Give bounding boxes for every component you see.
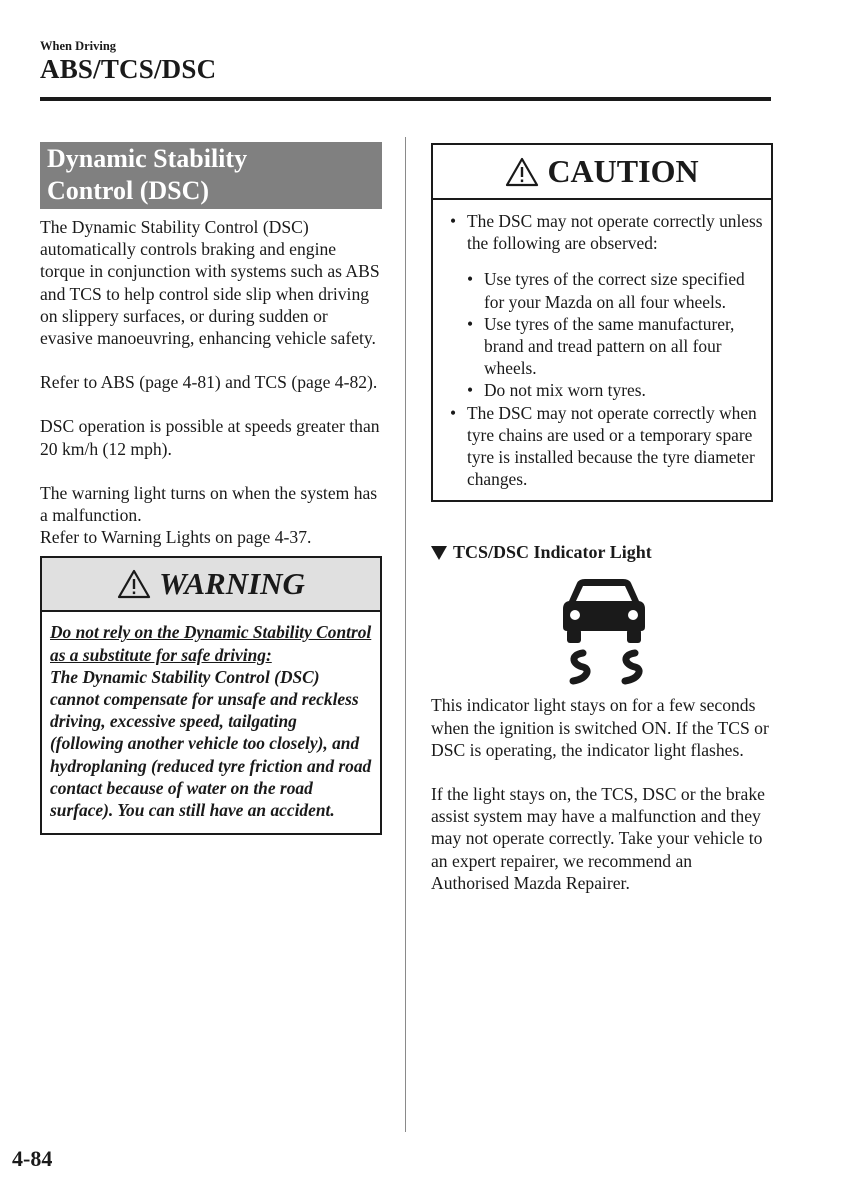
warning-triangle-icon <box>117 569 151 599</box>
indicator-description: This indicator light stays on for a few seconds when the ignition is switched ON. If the TCS or DSC is operating, the indicator light flashes. <box>431 695 769 760</box>
warning-text: The Dynamic Stability Control (DSC) cannot compensate for unsafe and reckless driving, excessive speed, tailgating (following another vehicle too closely), and hydroplaning (reduced tyre friction and road contact because of water on the road surface). You can still have an accident. <box>50 666 372 821</box>
bullet-dot: • <box>467 313 474 334</box>
warning-lights-reference: Refer to Warning Lights on page 4-37. <box>40 527 312 548</box>
warning-body <box>42 612 380 833</box>
section-heading-line2: Control (DSC) <box>47 176 210 205</box>
indicator-heading-text: TCS/DSC Indicator Light <box>453 542 652 563</box>
right-column <box>431 143 773 894</box>
section-heading-dsc <box>40 142 382 209</box>
warning-header <box>42 558 380 612</box>
caution-item-1-text: The DSC may not operate correctly unless the following are observed: <box>467 211 763 254</box>
dsc-description: The Dynamic Stability Control (DSC) automatically controls braking and engine torque in conjunction with systems such as ABS and TCS to help control side slip when driving on slippery surfaces, or during sudden or evasive manoeuvring, enhancing vehicle safety. <box>40 217 380 349</box>
indicator-malfunction-note: If the light stays on, the TCS, DSC or the brake assist system may have a malfunction and they may not operate correctly. Take your vehicle to an expert repairer, we recommend an Authorised Mazda Repairer. <box>431 784 765 893</box>
abs-tcs-reference: Refer to ABS (page 4-81) and TCS (page 4-82). <box>40 372 378 393</box>
caution-subitem-2 <box>447 313 763 380</box>
page-title: ABS/TCS/DSC <box>40 54 217 84</box>
bullet-dot: • <box>467 269 474 290</box>
bullet-dot: • <box>467 380 474 401</box>
caution-item-2 <box>447 402 763 491</box>
dsc-speed-note: DSC operation is possible at speeds greater than 20 km/h (12 mph). <box>40 416 380 459</box>
caution-item-1 <box>447 210 763 254</box>
caution-subitem-2-text: Use tyres of the same manufacturer, brand and tread pattern on all four wheels. <box>484 313 735 379</box>
caution-triangle-icon <box>505 157 539 187</box>
warning-underlined-text: Do not rely on the Dynamic Stability Control as a substitute for safe driving: <box>50 622 372 665</box>
section-heading-line1: Dynamic Stability <box>47 144 248 173</box>
header-rule <box>40 97 771 101</box>
page-number: 4-84 <box>12 1146 53 1171</box>
down-triangle-icon <box>431 546 447 560</box>
bullet-dot: • <box>450 211 457 231</box>
caution-subitem-1 <box>447 268 763 312</box>
caution-title: CAUTION <box>547 153 699 189</box>
caution-subitem-1-text: Use tyres of the correct size specified for your Mazda on all four wheels. <box>484 269 745 312</box>
warning-title: WARNING <box>159 566 305 602</box>
caution-box <box>431 143 773 502</box>
caution-subitem-3-text: Do not mix worn tyres. <box>484 380 646 401</box>
caution-subitem-3 <box>447 379 763 401</box>
indicator-subheading <box>431 542 773 563</box>
caution-item-2-text: The DSC may not operate correctly when tyre chains are used or a temporary spare tyre is installed because the tyre diameter changes. <box>467 402 757 490</box>
header-section-label: When Driving <box>40 39 117 53</box>
left-column <box>40 142 382 835</box>
caution-header <box>433 145 771 200</box>
warning-light-note: The warning light turns on when the system has a malfunction. <box>40 482 378 526</box>
column-divider <box>405 137 406 1132</box>
skidding-car-icon <box>559 577 649 687</box>
bullet-dot: • <box>450 402 457 423</box>
caution-body <box>433 200 771 500</box>
warning-box <box>40 556 382 835</box>
